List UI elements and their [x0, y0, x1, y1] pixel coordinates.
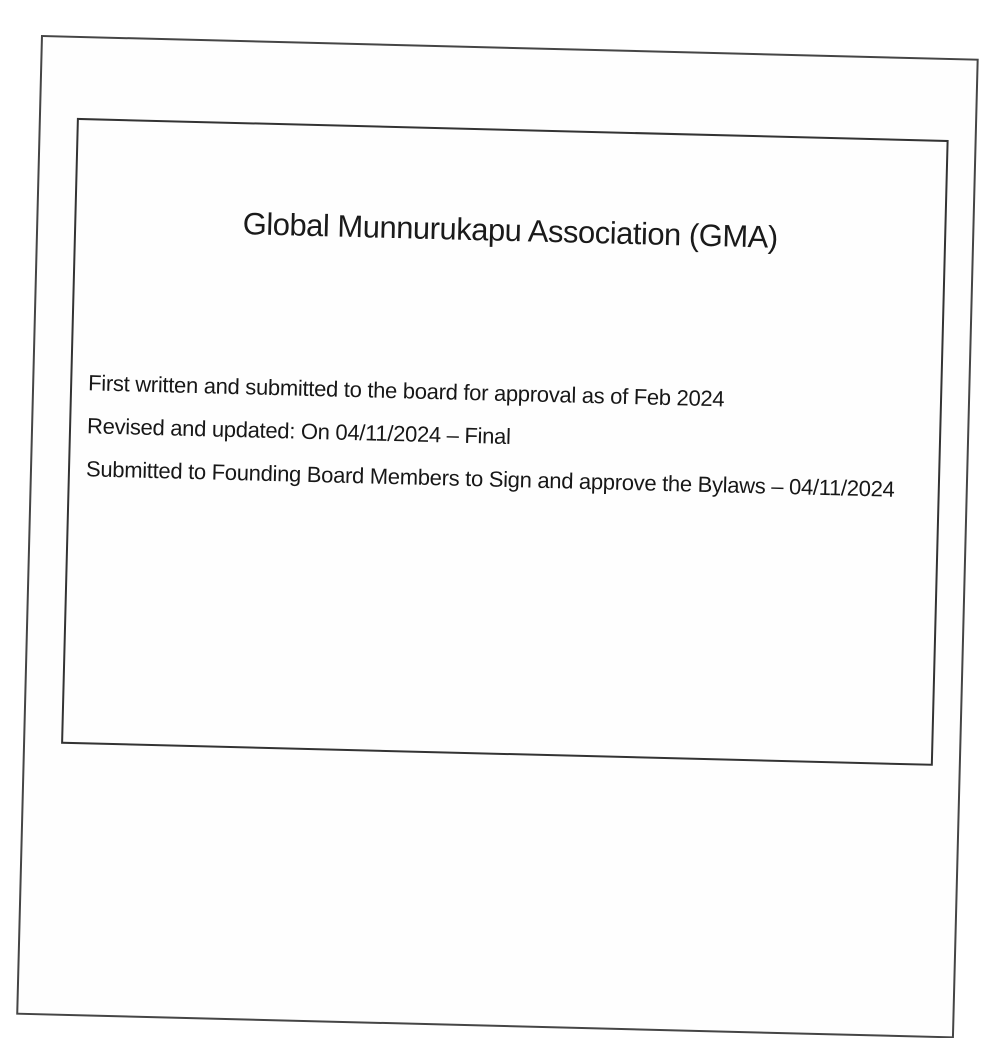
slide-title: Global Munnurukapu Association (GMA): [242, 206, 779, 255]
revision-note-first-written: First written and submitted to the board for approval as of Feb 2024: [87, 370, 725, 412]
slide-frame: [61, 118, 949, 766]
revision-note-submitted-to-board: Submitted to Founding Board Members to Sign and approve the Bylaws – 04/11/2024: [85, 456, 895, 502]
scanned-page: [16, 35, 978, 1038]
slide-body: [85, 368, 916, 518]
revision-note-revised-updated: Revised and updated: On 04/11/2024 – Final: [86, 413, 511, 450]
